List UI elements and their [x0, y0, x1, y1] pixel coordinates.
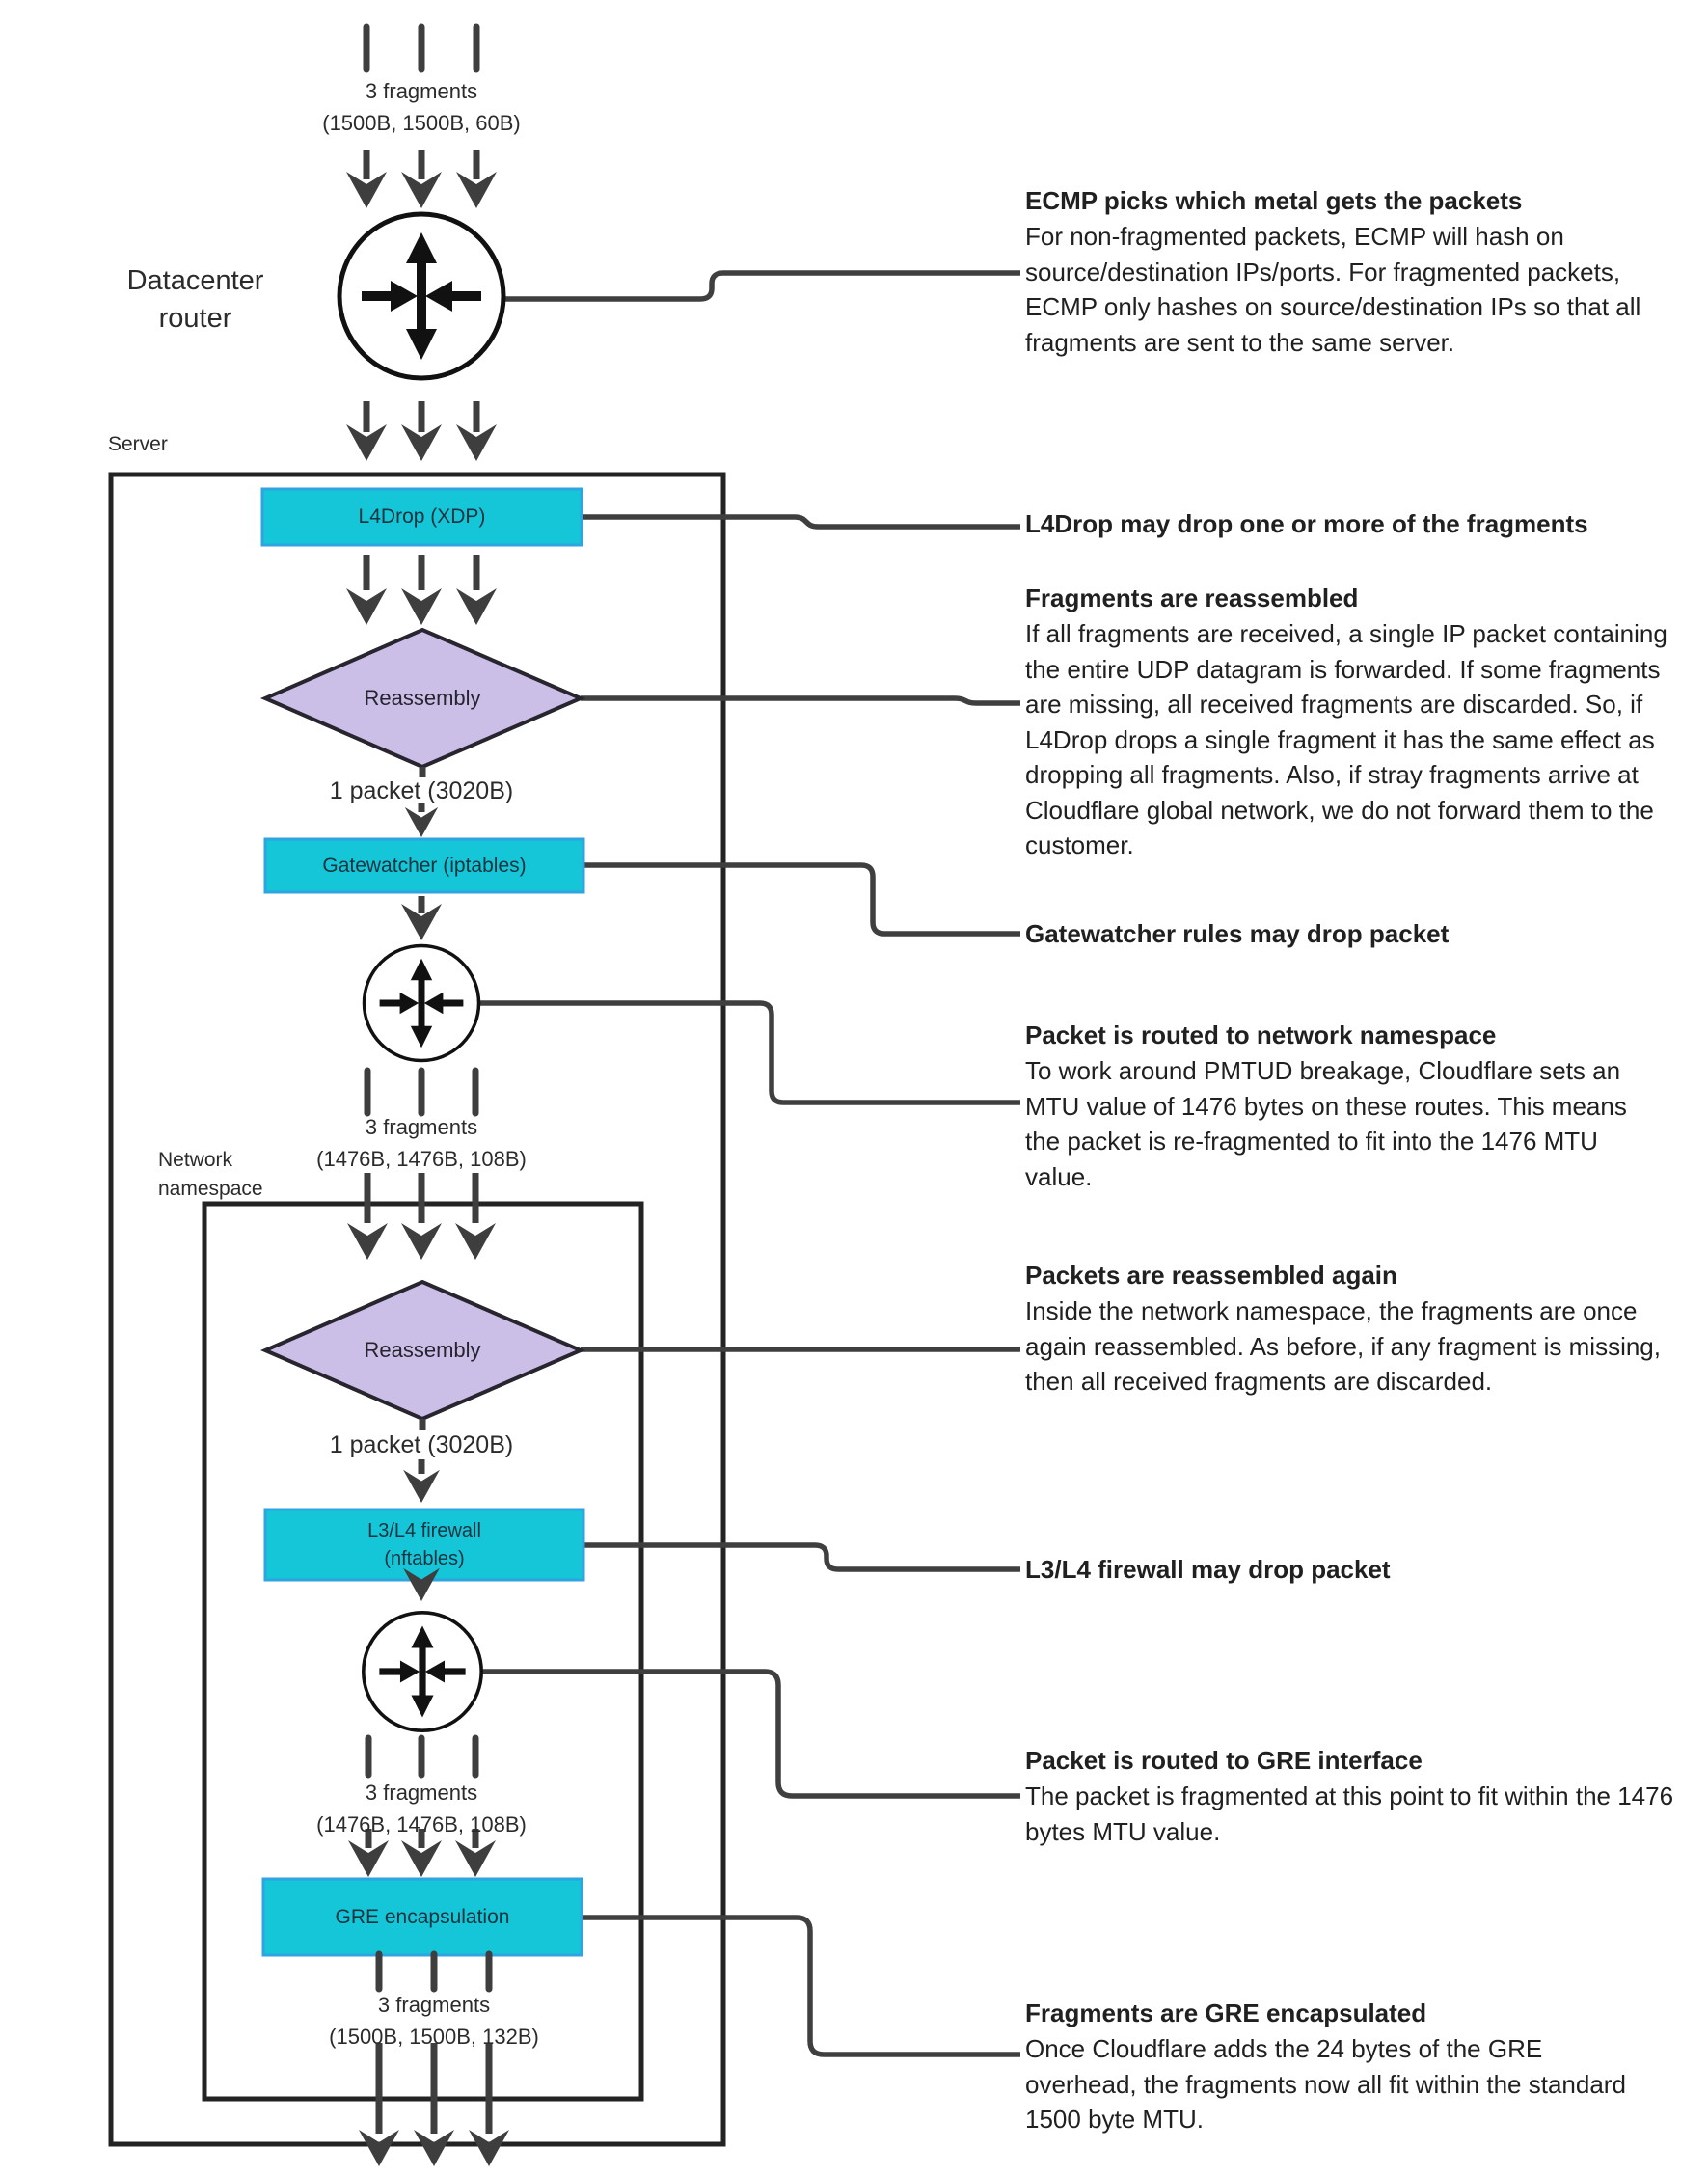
note-gre-encap: Fragments are GRE encapsulated Once Cloudflare adds the 24 bytes of the GRE overhead, the fragments now all fit within the standard 1500 byte MTU.: [1025, 1999, 1626, 2134]
note-l3l4: L3/L4 firewall may drop packet: [1025, 1555, 1391, 1584]
leader-gatewatcher: [583, 865, 1020, 934]
server-label: Server: [108, 433, 168, 455]
note-gre-route: Packet is routed to GRE interface The packet is fragmented at this point to fit within the 1476 bytes MTU value.: [1025, 1746, 1674, 1846]
note-reassembled: Fragments are reassembled If all fragments are received, a single IP packet containing the entire UDP datagram is forwarded. If some fragments are missing, all received fragments are discarded. So, if L4Drop drops a single fragment it has the same effect as dropping all fragments. Also, if stray fragments arrive at Cloudflare global network, we do not forward them to the customer.: [1025, 584, 1667, 859]
gre-encapsulation-label: GRE encapsulation: [335, 1905, 510, 1928]
note-ecmp: ECMP picks which metal gets the packets For non-fragmented packets, ECMP will hash on source/destination IPs/ports. For fragmented packets, ECMP only hashes on source/destination IPs so that all fragments are sent to the same server.: [1025, 186, 1641, 357]
packet-label-2: 1 packet (3020B): [329, 1431, 514, 1458]
reassembly-label-1: Reassembly: [364, 686, 481, 710]
gatewatcher-label: Gatewatcher (iptables): [322, 854, 527, 877]
note-gatewatcher: Gatewatcher rules may drop packet: [1025, 919, 1450, 948]
l4drop-label: L4Drop (XDP): [358, 505, 486, 528]
fragment-label-before-gre: 3 fragments (1476B, 1476B, 108B): [316, 1781, 527, 1837]
leader-l4drop: [582, 517, 1020, 527]
leader-reassembly-1: [581, 698, 1020, 703]
datacenter-router-label: Datacenter router: [126, 265, 264, 334]
note-reassembled-again: Packets are reassembled again Inside the network namespace, the fragments are once again reassembled. As before, if any fragment is missing, then all received fragments are discarded.: [1025, 1261, 1661, 1396]
note-netns-route: Packet is routed to network namespace To work around PMTUD breakage, Cloudflare sets an MTU value of 1476 bytes on these routes. This means the packet is re-fragmented to fit into the 1476 MTU value.: [1025, 1020, 1627, 1191]
fragment-label-after-gatewatcher: 3 fragments (1476B, 1476B, 108B): [316, 1115, 527, 1171]
reassembly-label-2: Reassembly: [364, 1338, 481, 1362]
fragment-label-after-gre: 3 fragments (1500B, 1500B, 132B): [329, 1993, 539, 2049]
leader-ecmp: [503, 273, 1020, 299]
leader-l3l4: [583, 1545, 1020, 1569]
leader-netns-route: [478, 1003, 1020, 1102]
note-l4drop: L4Drop may drop one or more of the fragments: [1025, 509, 1588, 538]
network-namespace-label: Network namespace: [158, 1149, 263, 1200]
fragment-label-top: 3 fragments (1500B, 1500B, 60B): [322, 79, 521, 135]
l3l4-firewall-label: L3/L4 firewall (nftables): [367, 1519, 481, 1569]
namespace-router-icon: [364, 1613, 481, 1730]
leader-gre-encap: [582, 1918, 1020, 2055]
datacenter-router-icon: [339, 214, 503, 378]
server-router-icon: [365, 946, 479, 1061]
packet-label-1: 1 packet (3020B): [329, 777, 514, 804]
